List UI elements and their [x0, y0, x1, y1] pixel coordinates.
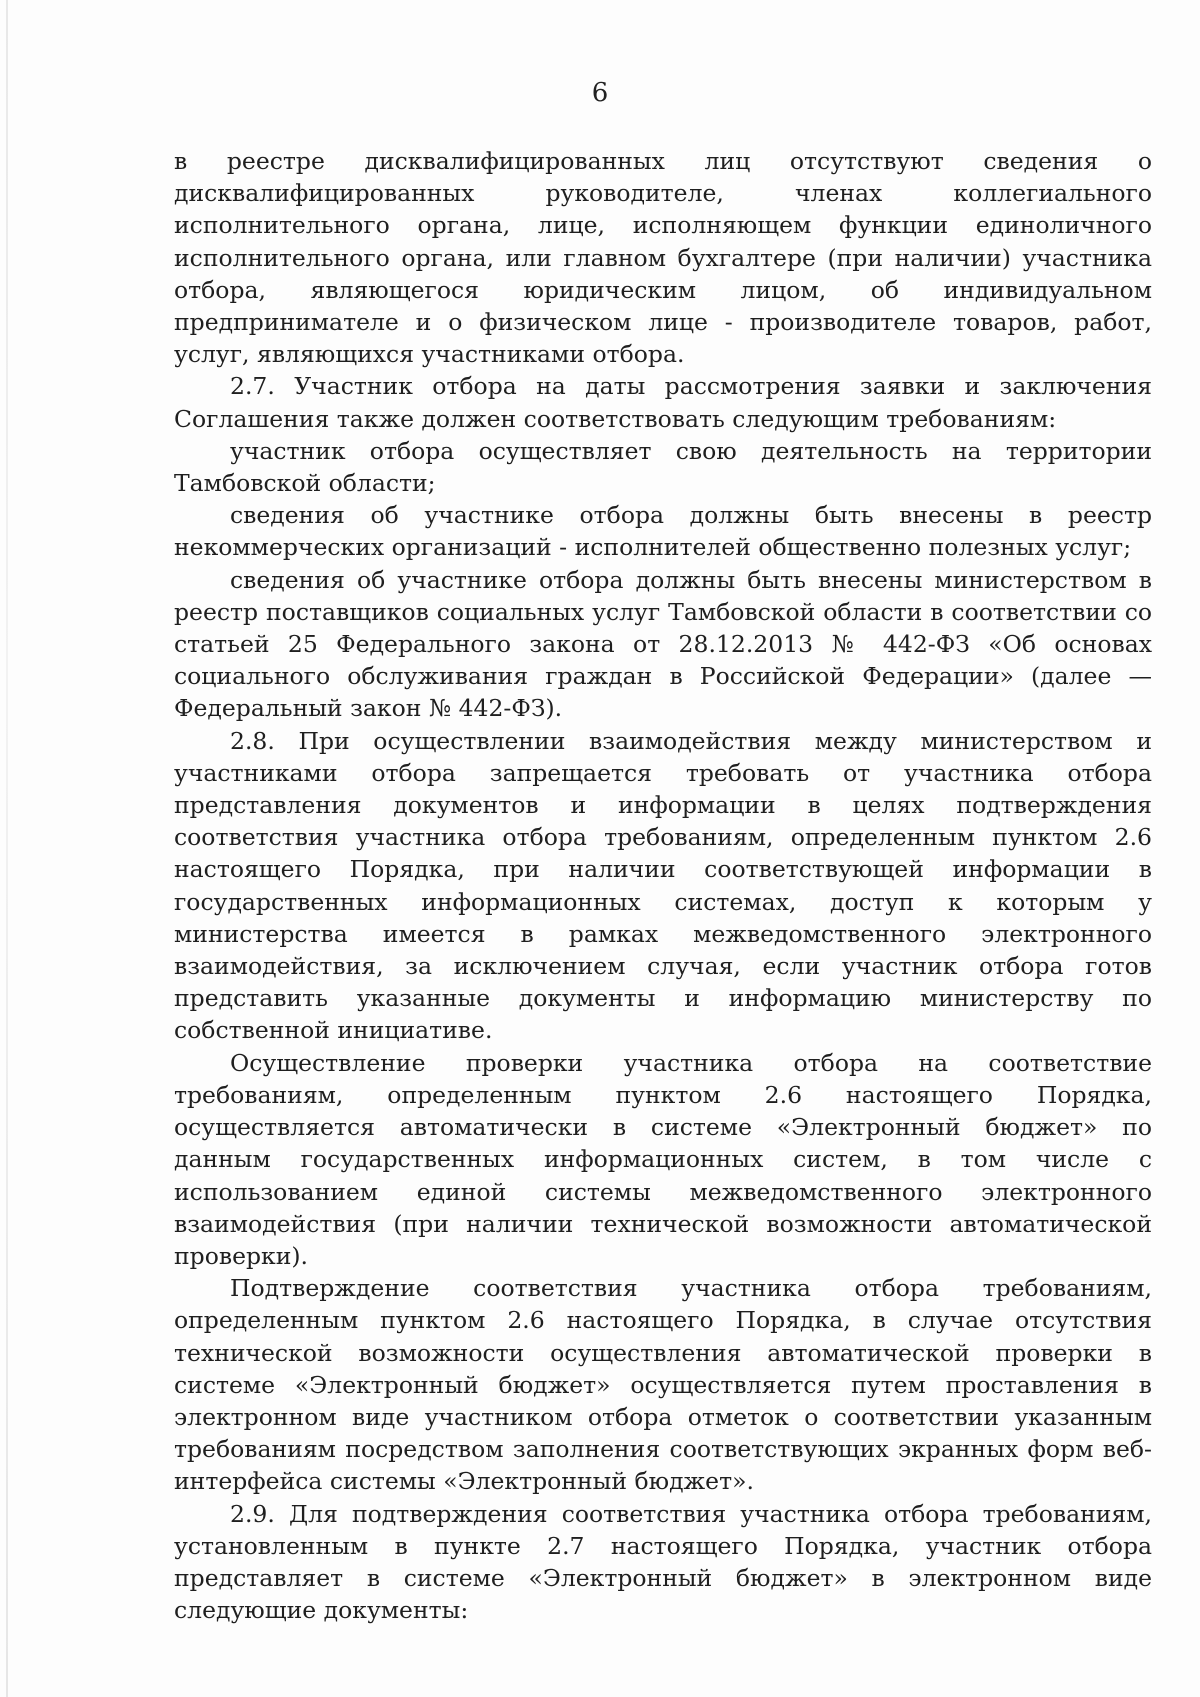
- paragraph-social-services-registry: сведения об участнике отбора должны быть внесены министерством в реестр поставщиков социальных услуг Тамбовской области в соответствии со статьей 25 Федерального закона от 28.12.2013 № 442-ФЗ «Об основах социального обслуживания граждан в Российской Федерации» (далее — Федеральный закон № 442-ФЗ).: [174, 565, 1152, 723]
- paragraph-manual-confirmation: Подтверждение соответствия участника отбора требованиям, определенным пунктом 2.6 настоящего Порядка, в случае отсутствия технической возможности осуществления автоматической проверки в системе «Электронный бюджет» осуществляется путем проставления в электронном виде участником отбора отметок о соответствии указанным требованиям посредством заполнения соответствующих экранных форм веб-интерфейса системы «Электронный бюджет».: [174, 1274, 1152, 1496]
- paragraph-2-7: 2.7. Участник отбора на даты рассмотрения заявки и заключения Соглашения также должен соответствовать следующим требованиям:: [174, 372, 1152, 433]
- paragraph-nko-registry: сведения об участнике отбора должны быть внесены в реестр некоммерческих организаций - исполнителей общественно полезных услуг;: [174, 501, 1152, 562]
- document-body: [174, 145, 1152, 1626]
- paragraph-2-8: 2.8. При осуществлении взаимодействия между министерством и участниками отбора запрещается требовать от участника отбора представления документов и информации в целях подтверждения соответствия участника отбора требованиям, определенным пунктом 2.6 настоящего Порядка, при наличии соответствующей информации в государственных информационных системах, доступ к которым у министерства имеется в рамках межведомственного электронного взаимодействия, за исключением случая, если участник отбора готов представить указанные документы и информацию министерству по собственной инициативе.: [174, 726, 1152, 1045]
- page-number: 6: [591, 78, 609, 108]
- paragraph-automatic-check: Осуществление проверки участника отбора на соответствие требованиям, определенным пунктом 2.6 настоящего Порядка, осуществляется автоматически в системе «Электронный бюджет» по данным государственных информационных систем, в том числе с использованием единой системы межведомственного электронного взаимодействия (при наличии технической возможности автоматической проверки).: [174, 1048, 1152, 1270]
- paragraph-territory-requirement: участник отбора осуществляет свою деятельность на территории Тамбовской области;: [174, 436, 1152, 498]
- scan-edge-shadow: [6, 0, 8, 1697]
- paragraph-2-9: 2.9. Для подтверждения соответствия участника отбора требованиям, установленным в пункте 2.7 настоящего Порядка, участник отбора представляет в системе «Электронный бюджет» в электронном виде следующие документы:: [174, 1499, 1152, 1625]
- paragraph-disqualified-registry: в реестре дисквалифицированных лиц отсутствуют сведения о дисквалифицированных руководителе, членах коллегиального исполнительного органа, лице, исполняющем функции единоличного исполнительного органа, или главном бухгалтере (при наличии) участника отбора, являющегося юридическим лицом, об индивидуальном предпринимателе и о физическом лице - производителе товаров, работ, услуг, являющихся участниками отбора.: [174, 147, 1152, 369]
